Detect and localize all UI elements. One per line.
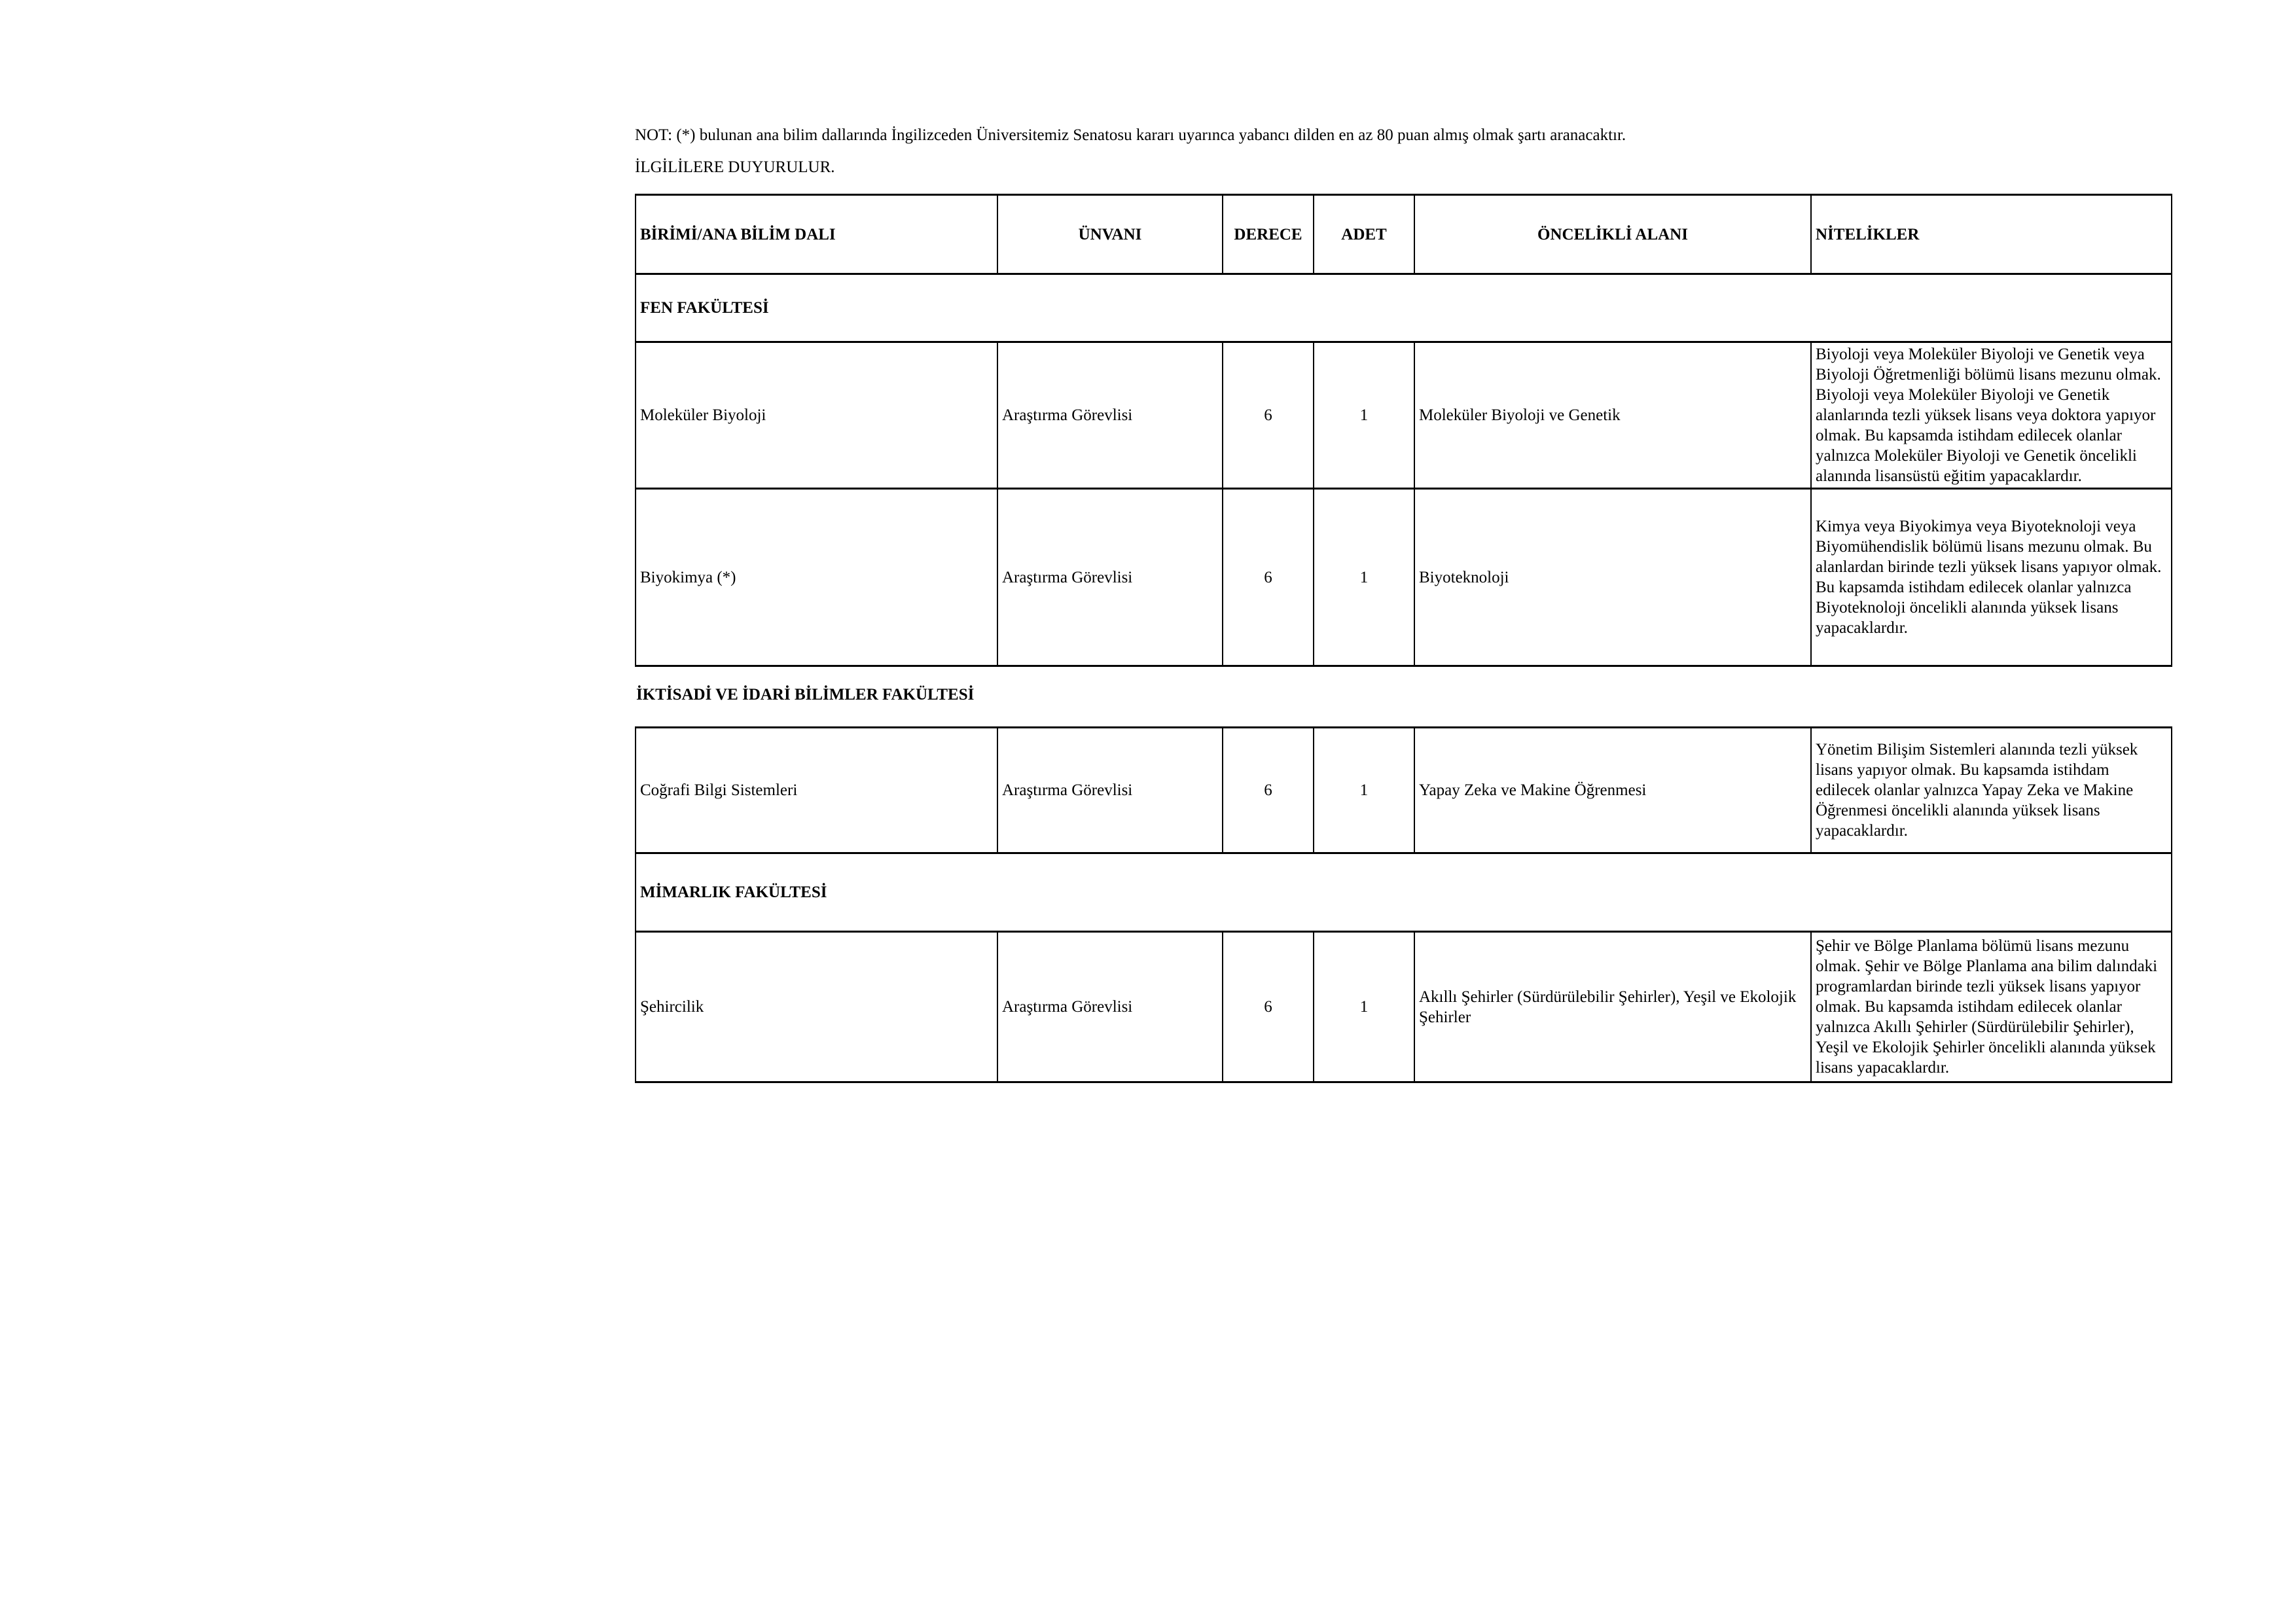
positions-table-fen bbox=[635, 194, 2172, 667]
faculty-section-label: MİMARLIK FAKÜLTESİ bbox=[636, 853, 2172, 932]
column-header-derece: DERECE bbox=[1223, 195, 1314, 274]
faculty-section-row-mimarlik bbox=[636, 853, 2172, 932]
closing-text: İLGİLİLERE DUYURULUR. bbox=[635, 158, 835, 176]
department-cell: Moleküler Biyoloji bbox=[636, 342, 997, 489]
count-cell: 1 bbox=[1314, 342, 1414, 489]
positions-table-iibf-mimarlik bbox=[635, 726, 2172, 1083]
department-cell: Coğrafi Bilgi Sistemleri bbox=[636, 728, 997, 853]
count-cell: 1 bbox=[1314, 932, 1414, 1082]
qualifications-cell: Yönetim Bilişim Sistemleri alanında tezli yüksek lisans yapıyor olmak. Bu kapsamda istihdam edilecek olanlar yalnızca Yapay Zeka ve Makine Öğrenmesi öncelikli alanında yüksek lisans yapacaklardır. bbox=[1811, 728, 2172, 853]
position-row-molekuler-biyoloji bbox=[636, 342, 2172, 489]
count-cell: 1 bbox=[1314, 728, 1414, 853]
position-row-sehircilik bbox=[636, 932, 2172, 1082]
title-cell: Araştırma Görevlisi bbox=[997, 489, 1223, 666]
degree-cell: 6 bbox=[1223, 728, 1314, 853]
degree-cell: 6 bbox=[1223, 489, 1314, 666]
degree-cell: 6 bbox=[1223, 342, 1314, 489]
degree-cell: 6 bbox=[1223, 932, 1314, 1082]
position-row-biyokimya bbox=[636, 489, 2172, 666]
note-text: NOT: (*) bulunan ana bilim dallarında İngilizceden Üniversitemiz Senatosu kararı uyarınca yabancı dilden en az 80 puan almış olmak şartı aranacaktır. bbox=[635, 126, 1626, 144]
position-row-cografi-bilgi-sistemleri bbox=[636, 728, 2172, 853]
column-header-oncelikli-alani: ÖNCELİKLİ ALANI bbox=[1414, 195, 1811, 274]
title-cell: Araştırma Görevlisi bbox=[997, 342, 1223, 489]
faculty-section-label: FEN FAKÜLTESİ bbox=[636, 274, 2172, 342]
column-header-unvani: ÜNVANI bbox=[997, 195, 1223, 274]
count-cell: 1 bbox=[1314, 489, 1414, 666]
title-cell: Araştırma Görevlisi bbox=[997, 932, 1223, 1082]
priority-area-cell: Yapay Zeka ve Makine Öğrenmesi bbox=[1414, 728, 1811, 853]
column-header-nitelikler: NİTELİKLER bbox=[1811, 195, 2172, 274]
qualifications-cell: Şehir ve Bölge Planlama bölümü lisans mezunu olmak. Şehir ve Bölge Planlama ana bilim dalındaki programlardan birinde tezli yüksek lisans yapıyor olmak. Bu kapsamda istihdam edilecek olanlar yalnızca Akıllı Şehirler (Sürdürülebilir Şehirler), Yeşil ve Ekolojik Şehirler öncelikli alanında yüksek lisans yapacaklardır. bbox=[1811, 932, 2172, 1082]
table-header-row bbox=[636, 195, 2172, 274]
column-header-adet: ADET bbox=[1314, 195, 1414, 274]
faculty-heading-iktisadi: İKTİSADİ VE İDARİ BİLİMLER FAKÜLTESİ bbox=[636, 686, 975, 704]
priority-area-cell: Biyoteknoloji bbox=[1414, 489, 1811, 666]
priority-area-cell: Akıllı Şehirler (Sürdürülebilir Şehirler), Yeşil ve Ekolojik Şehirler bbox=[1414, 932, 1811, 1082]
priority-area-cell: Moleküler Biyoloji ve Genetik bbox=[1414, 342, 1811, 489]
qualifications-cell: Biyoloji veya Moleküler Biyoloji ve Genetik veya Biyoloji Öğretmenliği bölümü lisans mezunu olmak. Biyoloji veya Moleküler Biyoloji ve Genetik alanlarında tezli yüksek lisans veya doktora yapıyor olmak. Bu kapsamda istihdam edilecek olanlar yalnızca Moleküler Biyoloji ve Genetik öncelikli alanında lisansüstü eğitim yapacaklardır. bbox=[1811, 342, 2172, 489]
department-cell: Biyokimya (*) bbox=[636, 489, 997, 666]
department-cell: Şehircilik bbox=[636, 932, 997, 1082]
faculty-section-row-fen bbox=[636, 274, 2172, 342]
qualifications-cell: Kimya veya Biyokimya veya Biyoteknoloji veya Biyomühendislik bölümü lisans mezunu olmak. Bu alanlardan birinde tezli yüksek lisans yapıyor olmak. Bu kapsamda istihdam edilecek olanlar yalnızca Biyoteknoloji öncelikli alanında yüksek lisans yapacaklardır. bbox=[1811, 489, 2172, 666]
title-cell: Araştırma Görevlisi bbox=[997, 728, 1223, 853]
column-header-birimi: BİRİMİ/ANA BİLİM DALI bbox=[636, 195, 997, 274]
